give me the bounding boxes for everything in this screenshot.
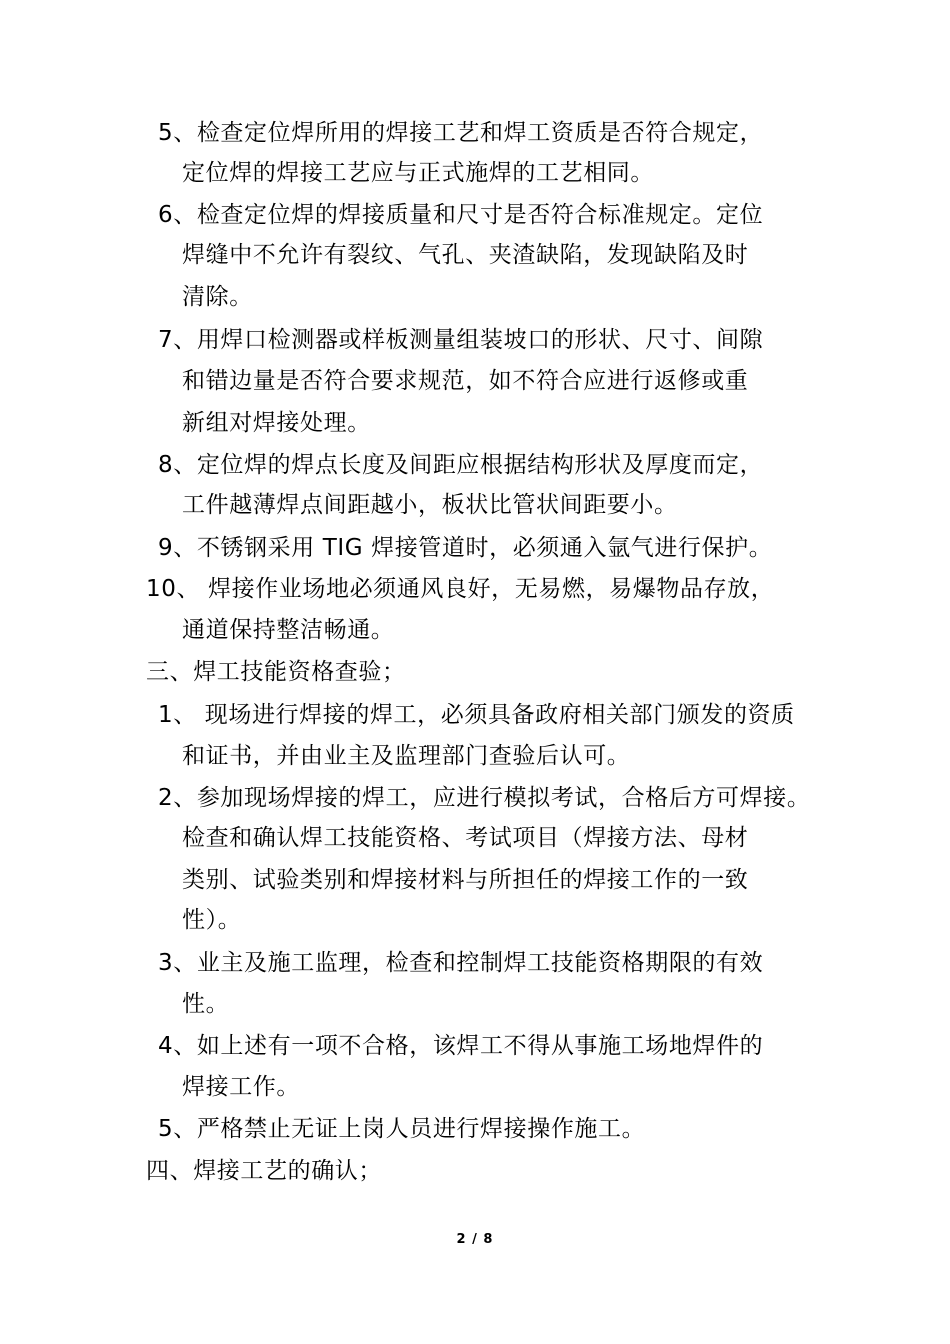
item-6-line-2: 焊缝中不允许有裂纹、气孔、夹渣缺陷，发现缺陷及时 — [182, 242, 749, 268]
sec3-item-3-line-1: 3、业主及施工监理，检查和控制焊工技能资格期限的有效 — [158, 950, 764, 976]
section-3-heading: 三、焊工技能资格查验； — [146, 659, 406, 685]
item-10-line-2: 通道保持整洁畅通。 — [182, 617, 395, 643]
item-10-line-1: 10、 焊接作业场地必须通风良好，无易燃，易爆物品存放， — [146, 576, 775, 602]
item-7-line-1: 7、用焊口检测器或样板测量组装坡口的形状、尺寸、间隙 — [158, 327, 764, 353]
sec3-item-2-line-2: 检查和确认焊工技能资格、考试项目（焊接方法、母材 — [182, 825, 749, 851]
sec3-item-4-line-2: 焊接工作。 — [182, 1074, 300, 1100]
item-7-line-2: 和错边量是否符合要求规范，如不符合应进行返修或重 — [182, 368, 749, 394]
item-8-line-1: 8、定位焊的焊点长度及间距应根据结构形状及厚度而定， — [158, 452, 764, 478]
page-number: 2 / 8 — [456, 1232, 494, 1247]
item-9-line-1: 9、不锈钢采用 TIG 焊接管道时，必须通入氩气进行保护。 — [158, 535, 773, 561]
item-7-line-3: 新组对焊接处理。 — [182, 410, 371, 436]
sec3-item-2-line-1: 2、参加现场焊接的焊工，应进行模拟考试，合格后方可焊接。 — [158, 785, 811, 811]
item-5-line-1: 5、检查定位焊所用的焊接工艺和焊工资质是否符合规定， — [158, 120, 764, 146]
sec3-item-1-line-2: 和证书，并由业主及监理部门查验后认可。 — [182, 743, 631, 769]
item-6-line-3: 清除。 — [182, 284, 253, 310]
sec3-item-4-line-1: 4、如上述有一项不合格，该焊工不得从事施工场地焊件的 — [158, 1033, 764, 1059]
item-6-line-1: 6、检查定位焊的焊接质量和尺寸是否符合标准规定。定位 — [158, 202, 764, 228]
sec3-item-2-line-3: 类别、试验类别和焊接材料与所担任的焊接工作的一致 — [182, 867, 749, 893]
item-5-line-2: 定位焊的焊接工艺应与正式施焊的工艺相同。 — [182, 160, 654, 186]
sec3-item-1-line-1: 1、 现场进行焊接的焊工，必须具备政府相关部门颁发的资质 — [158, 702, 795, 728]
item-8-line-2: 工件越薄焊点间距越小，板状比管状间距要小。 — [182, 492, 678, 518]
sec3-item-3-line-2: 性。 — [182, 991, 230, 1017]
sec3-item-2-line-4: 性）。 — [182, 907, 242, 933]
section-4-heading: 四、焊接工艺的确认； — [146, 1158, 382, 1184]
sec3-item-5-line-1: 5、严格禁止无证上岗人员进行焊接操作施工。 — [158, 1116, 646, 1142]
